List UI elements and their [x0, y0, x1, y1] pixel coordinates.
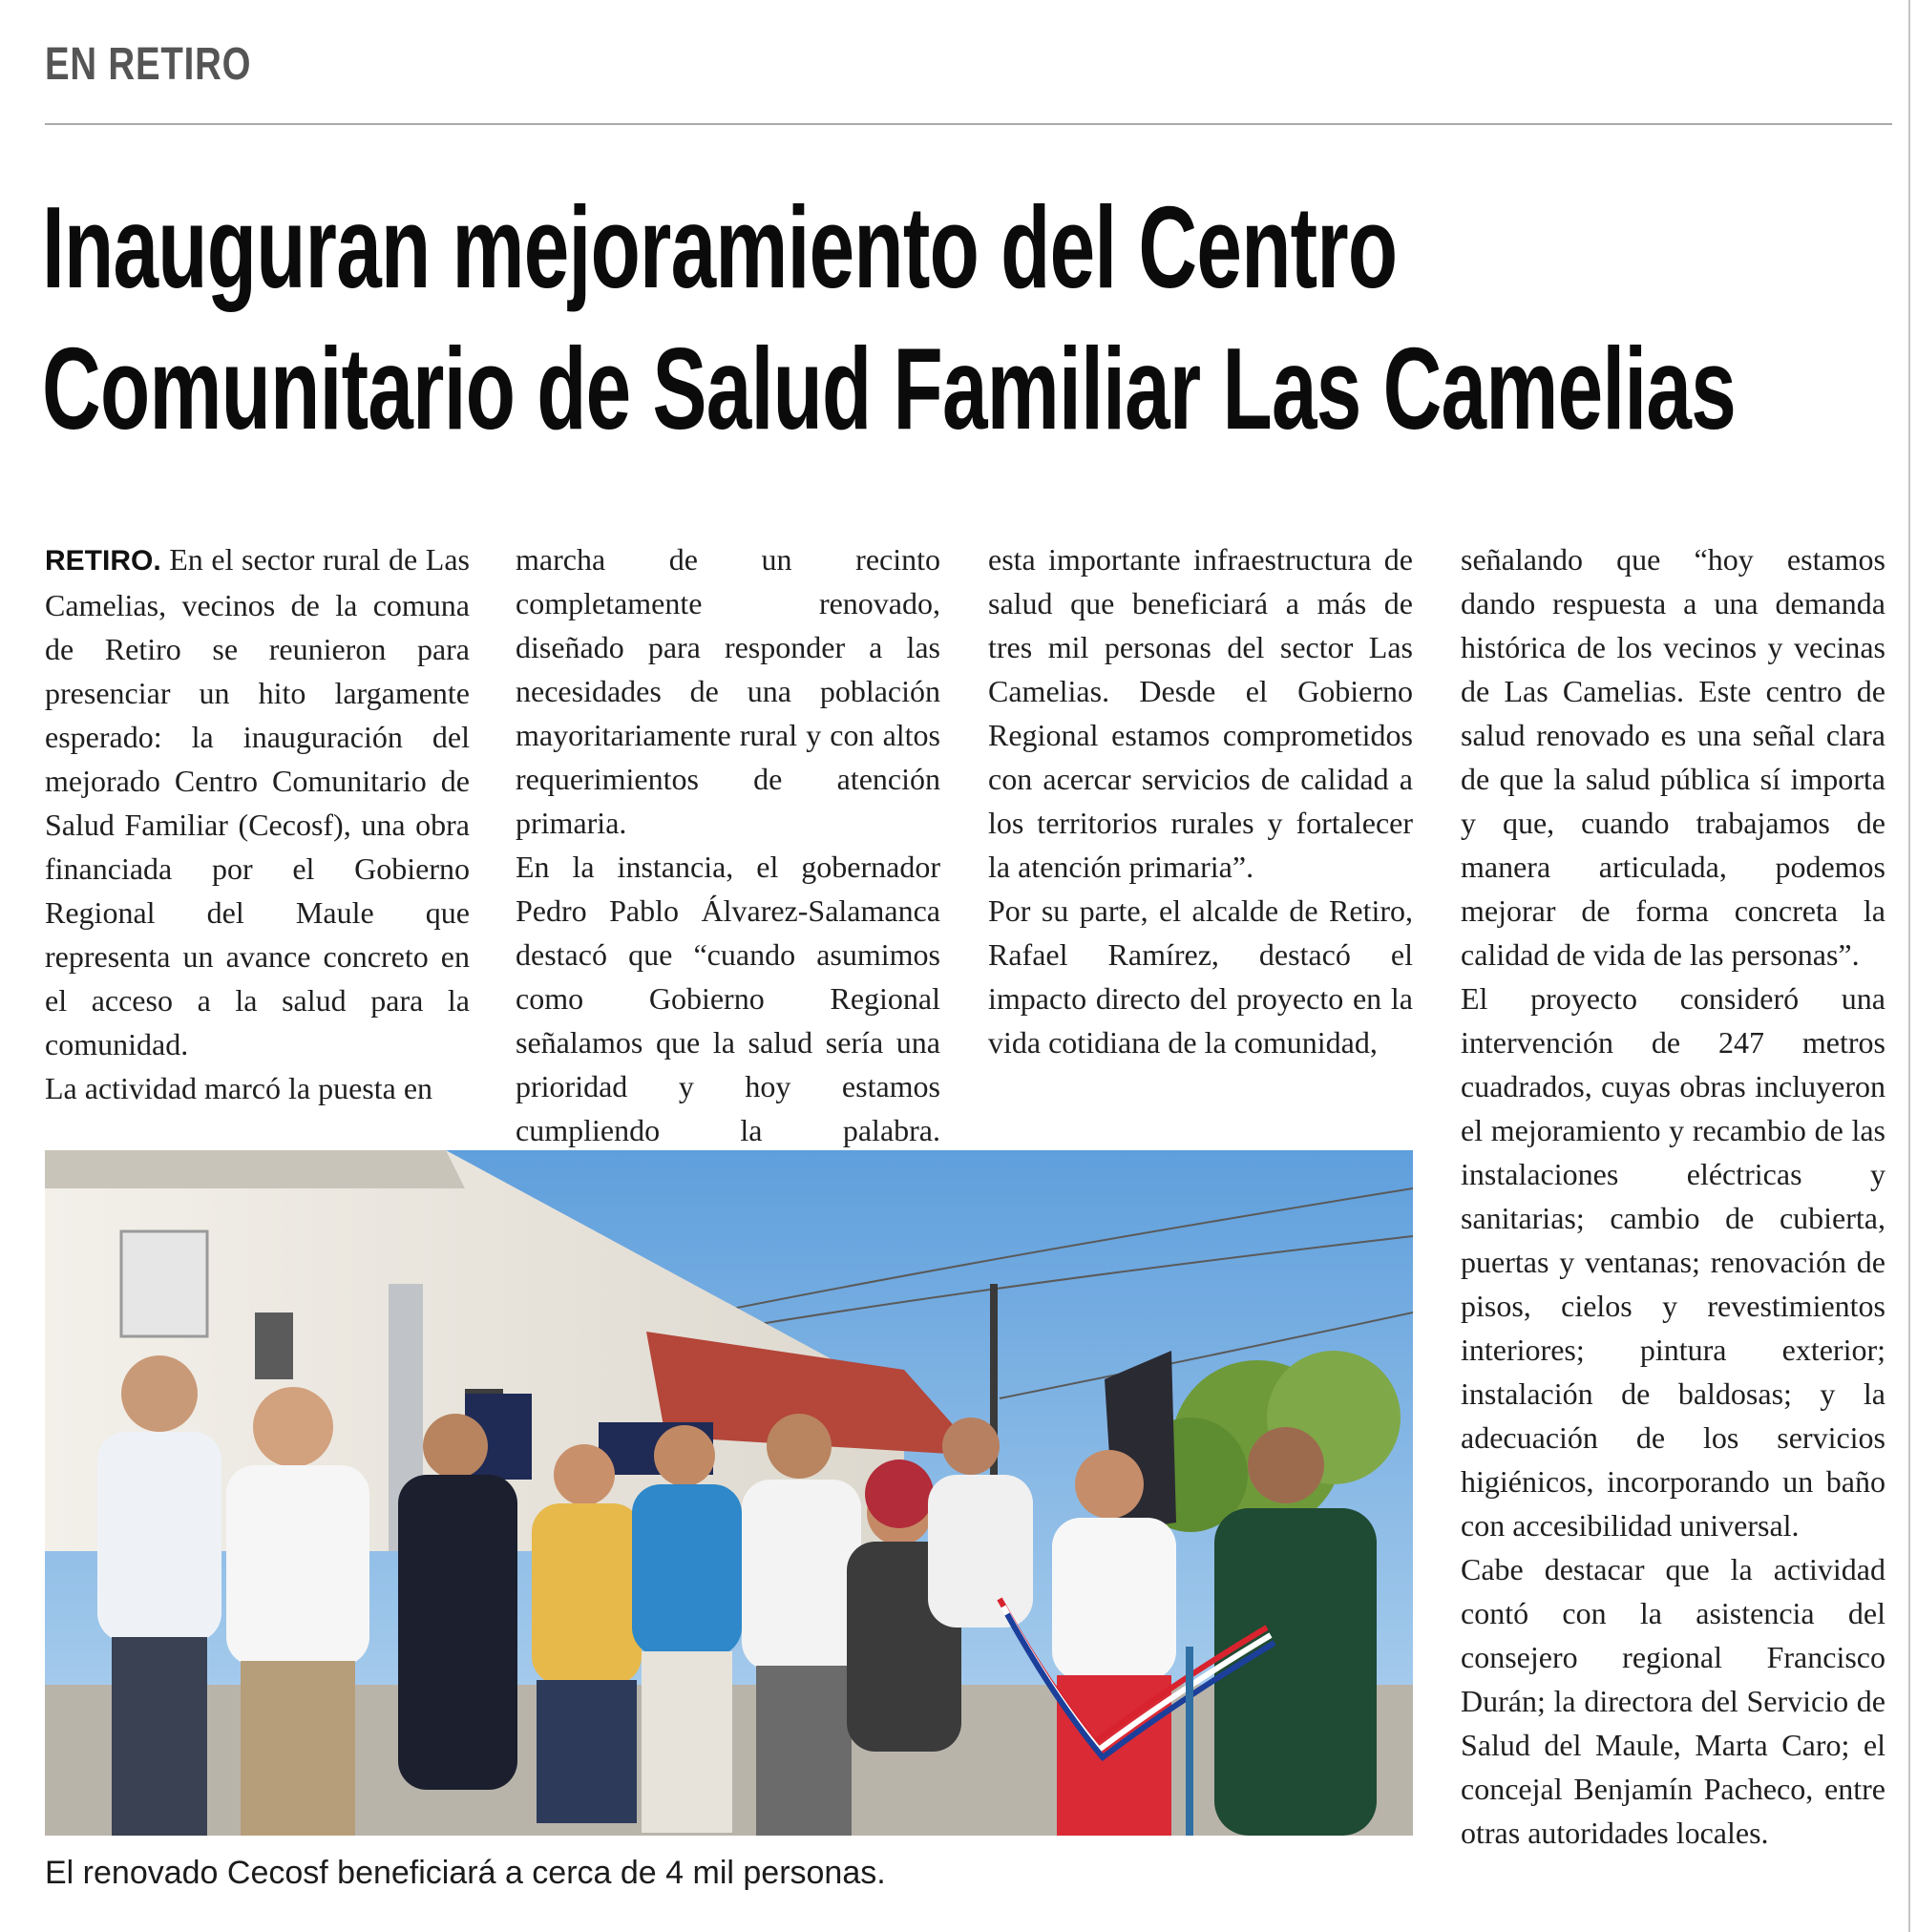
paragraph: Cabe destacar que la actividad contó con la asistencia del consejero regional Francisco Durán; la directora del Servicio de Salud del Maule, Marta Caro; el concejal Benjamín Pacheco, entre otras autoridades locales. [1461, 1552, 1885, 1850]
paragraph: esta importante infraestructura de salud que beneficiará a más de tres mil personas del sector Las Camelias. Desde el Gobierno Regional estamos comprometidos con acercar servicios de calidad a los territorios rurales y fortalecer la atención primaria”. [988, 542, 1413, 884]
dateline: RETIRO. [45, 545, 161, 577]
page-edge-line [1908, 0, 1910, 1932]
ribbon-post [1186, 1647, 1193, 1836]
paragraph-text: En el sector rural de Las Camelias, vecinos de la comuna de Retiro se reunieron para presenciar un hito largamente esperado: la inauguración del mejorado Centro Comunitario de Salud Familiar (Cecosf), una obra financiada por el Gobierno Regional del Maule que representa un avance concreto en el acceso a la salud para la comunidad. [45, 542, 470, 1061]
window [255, 1312, 293, 1379]
ribbon-cutting-photo [45, 1150, 1413, 1836]
article-column-1 [45, 537, 470, 1110]
section-label: EN RETIRO [45, 39, 252, 90]
paragraph: El proyecto consideró una intervención de 247 metros cuadrados, cuyas obras incluyeron el mejoramiento y recambio de las instalaciones eléctricas y sanitarias; cambio de cubierta, puertas y ventanas; renovación de pisos, cielos y revestimientos interiores; pintura exterior; instalación de baldosas; y la adecuación de los servicios higiénicos, incorporando un baño con accesibilidad universal. [1461, 981, 1885, 1543]
photo-caption: El renovado Cecosf beneficiará a cerca de 4 mil personas. [45, 1855, 886, 1891]
headline-line-2: Comunitario de Salud Familiar Las Camelias [42, 324, 1737, 453]
article-column-3 [988, 537, 1413, 1064]
roof-edge [45, 1150, 465, 1188]
paragraph: marcha de un recinto completamente renovado, diseñado para responder a las necesidades de una población mayoritariamente rural y con altos requerimientos de atención primaria. [516, 542, 940, 840]
article-headline [42, 177, 1780, 459]
article-column-2 [516, 537, 940, 1196]
ac-unit [121, 1231, 207, 1336]
paragraph: En la instancia, el gobernador Pedro Pablo Álvarez-Salamanca destacó que “cuando asumimos como Gobierno Regional señalamos que la salud sería una prioridad y hoy estamos cumpliendo la palabra. [516, 850, 940, 1147]
article-column-4 [1461, 537, 1885, 1902]
article-photo [45, 1150, 1413, 1836]
header-divider [45, 123, 1892, 125]
paragraph [45, 537, 470, 1066]
paragraph: La actividad marcó la puesta en [45, 1071, 433, 1105]
headline-line-1: Inauguran mejoramiento del Centro [42, 182, 1398, 312]
paragraph: señalando que “hoy estamos dando respuesta a una demanda histórica de los vecinos y vecinas de Las Camelias. Este centro de salud renovado es una señal clara de que la salud pública sí importa y que, cuando trabajamos de manera articulada, podemos mejorar de forma concreta la calidad de vida de las personas”. [1461, 542, 1885, 972]
paragraph: Por su parte, el alcalde de Retiro, Rafael Ramírez, destacó el impacto directo del proyecto en la vida cotidiana de la comunidad, [988, 893, 1413, 1060]
